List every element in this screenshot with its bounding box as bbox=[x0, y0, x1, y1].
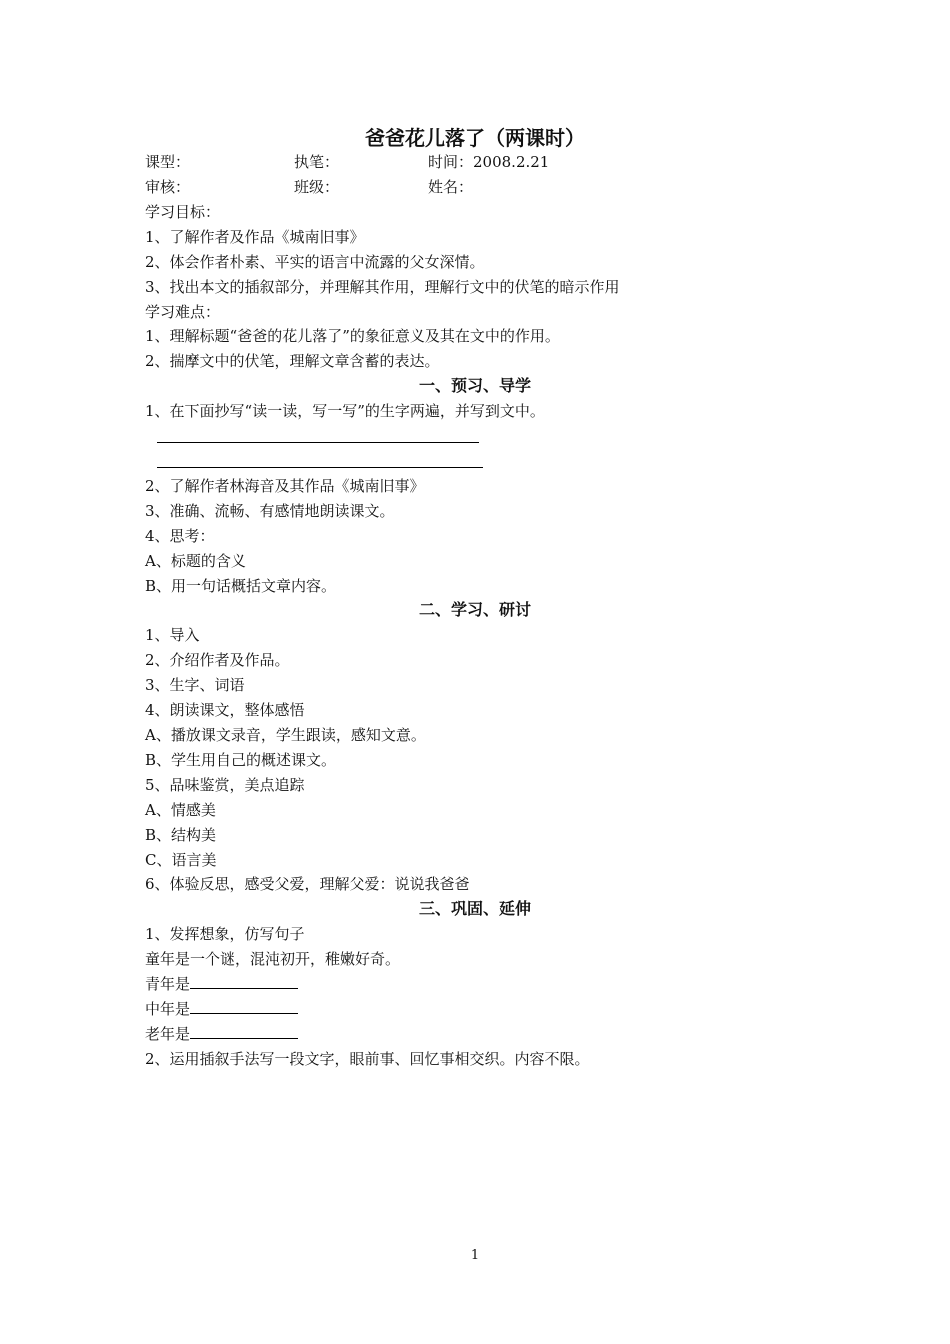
page-number: 1 bbox=[470, 1248, 480, 1263]
difficulty-item: 1、理解标题“爸爸的花儿落了”的象征意义及其在文中的作用。 bbox=[145, 327, 560, 345]
example-sentence: 童年是一个谜，混沌初开，稚嫩好奇。 bbox=[145, 950, 401, 968]
section2-item: 5、品味鉴赏，美点追踪 bbox=[145, 776, 305, 794]
section2-item: 1、导入 bbox=[145, 626, 200, 644]
section1-item: A、标题的含义 bbox=[145, 552, 246, 570]
section2-item: B、学生用自己的概述课文。 bbox=[145, 751, 337, 769]
difficulties-label: 学习难点： bbox=[145, 303, 221, 321]
goal-item: 2、体会作者朴素、平实的语言中流露的父女深情。 bbox=[145, 253, 485, 271]
section1-item: B、用一句话概括文章内容。 bbox=[145, 577, 337, 595]
section1-item: 3、准确、流畅、有感情地朗读课文。 bbox=[145, 502, 395, 520]
fill-blank bbox=[190, 1024, 298, 1039]
section1-item: 1、在下面抄写“读一读，写一写”的生字两遍，并写到文中。 bbox=[145, 402, 545, 420]
fill-blank-row bbox=[145, 999, 298, 1019]
section2-item: B、结构美 bbox=[145, 826, 217, 844]
section2-item: C、语言美 bbox=[145, 851, 217, 869]
section-heading-2: 二、学习、研讨 bbox=[418, 600, 531, 619]
difficulty-item: 2、揣摩文中的伏笔，理解文章含蓄的表达。 bbox=[145, 352, 440, 370]
meta-class: 班级： bbox=[294, 178, 340, 196]
fill-blank bbox=[190, 974, 298, 989]
fill-prefix: 青年是 bbox=[145, 975, 191, 993]
section2-item: A、播放课文录音，学生跟读，感知文意。 bbox=[145, 726, 426, 744]
document-title: 爸爸花儿落了（两课时） bbox=[365, 126, 585, 150]
writing-line bbox=[157, 467, 483, 468]
section-heading-3: 三、巩固、延伸 bbox=[418, 899, 531, 918]
meta-date: 时间：2008.2.21 bbox=[428, 153, 550, 171]
meta-lesson-type: 课型： bbox=[145, 153, 191, 171]
section1-item: 4、思考： bbox=[145, 527, 215, 545]
writing-line bbox=[157, 442, 479, 443]
meta-name: 姓名： bbox=[428, 178, 474, 196]
section2-item: 2、介绍作者及作品。 bbox=[145, 651, 290, 669]
section3-item: 2、运用插叙手法写一段文字，眼前事、回忆事相交织。内容不限。 bbox=[145, 1050, 590, 1068]
section2-item: A、情感美 bbox=[145, 801, 216, 819]
fill-blank-row bbox=[145, 1024, 298, 1044]
section3-item: 1、发挥想象，仿写句子 bbox=[145, 925, 305, 943]
meta-reviewer: 审核： bbox=[145, 178, 191, 196]
goal-item: 1、了解作者及作品《城南旧事》 bbox=[145, 228, 365, 246]
fill-prefix: 老年是 bbox=[145, 1025, 191, 1043]
section2-item: 6、体验反思，感受父爱，理解父爱：说说我爸爸 bbox=[145, 875, 470, 893]
section-heading-1: 一、预习、导学 bbox=[418, 376, 531, 395]
section2-item: 4、朗读课文，整体感悟 bbox=[145, 701, 305, 719]
fill-blank bbox=[190, 999, 298, 1014]
section1-item: 2、了解作者林海音及其作品《城南旧事》 bbox=[145, 477, 425, 495]
goals-label: 学习目标： bbox=[145, 203, 221, 221]
fill-prefix: 中年是 bbox=[145, 1000, 191, 1018]
section2-item: 3、生字、词语 bbox=[145, 676, 245, 694]
goal-item: 3、找出本文的插叙部分，并理解其作用，理解行文中的伏笔的暗示作用 bbox=[145, 278, 620, 296]
fill-blank-row bbox=[145, 974, 298, 994]
meta-author: 执笔： bbox=[294, 153, 340, 171]
